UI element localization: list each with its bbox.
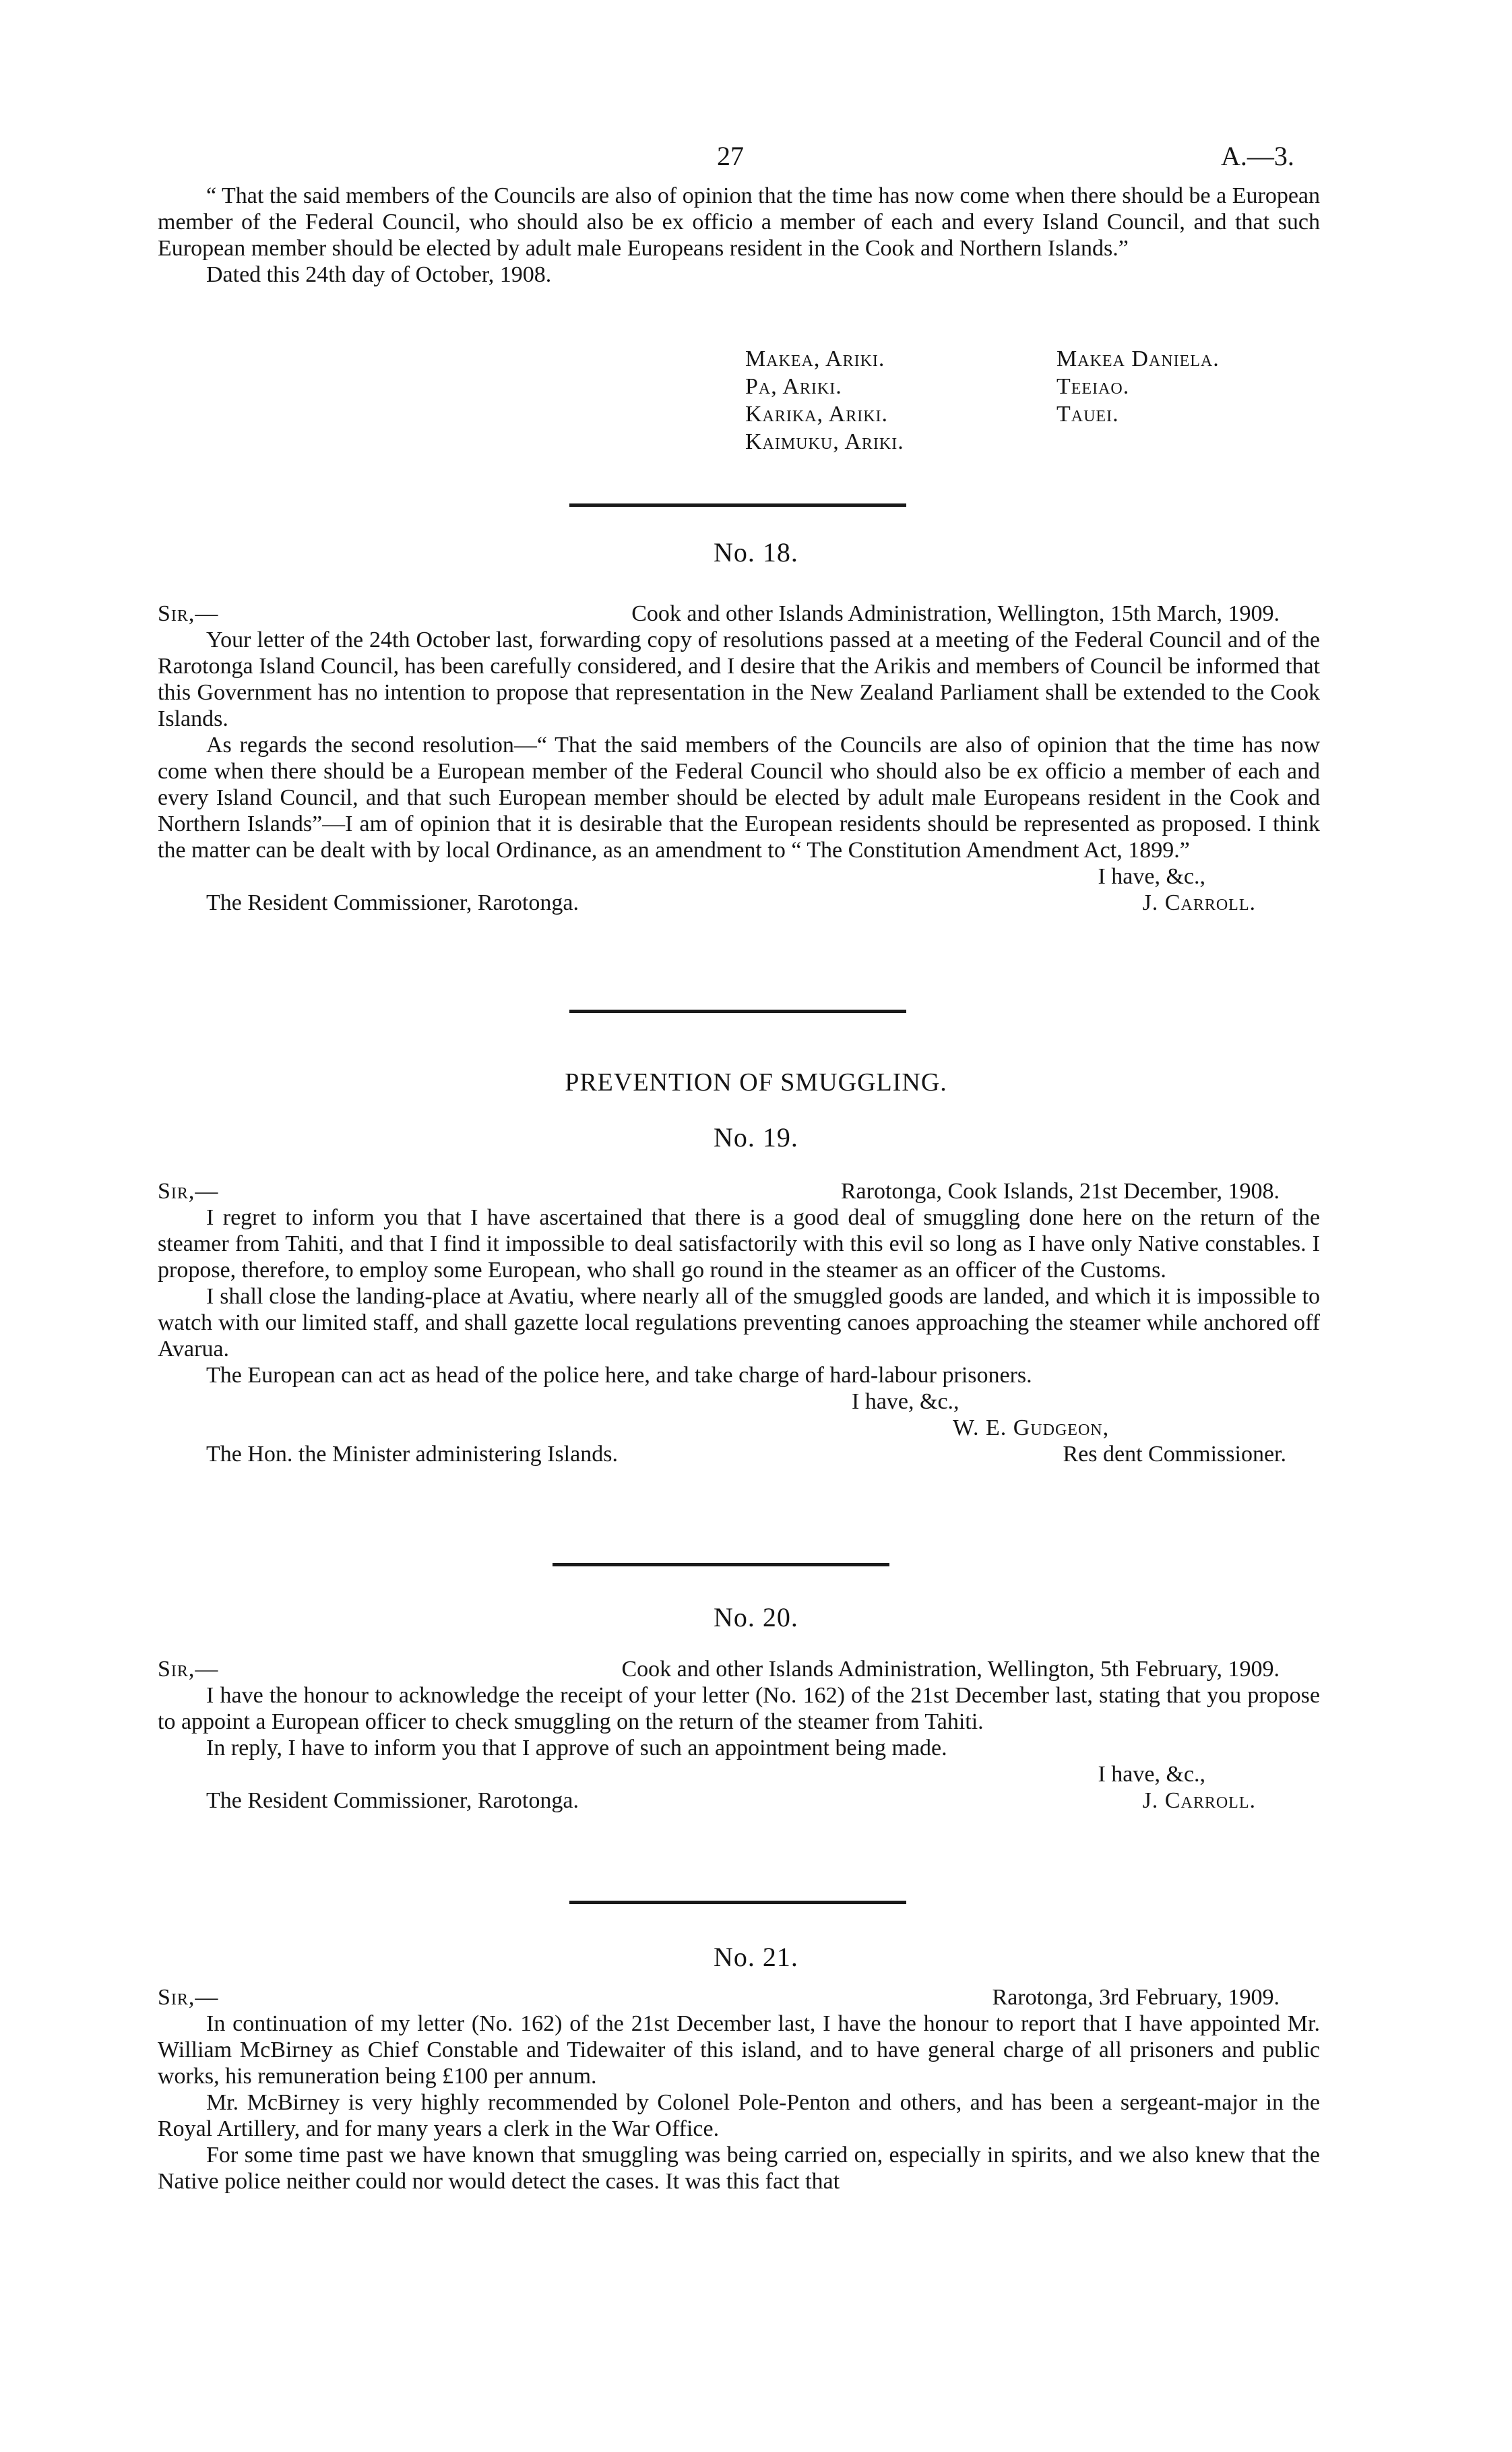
letter-heading-no20: No. 20. [714,1602,798,1632]
paper-reference: A.—3. [1221,141,1294,171]
section-divider [569,1901,906,1904]
letter-paragraph: As regards the second resolution—“ That the said members of the Councils are also of opinion that the time has now come when there should be a European member of the Federal Council who should also be ex officio a member of each and every Island Council, and that such European member should be elected by adult male Europeans resident in the Cook and Northern Islands”—I am of opinion that it is desirable that the European residents should be represented as proposed. I think the matter can be dealt with by local Ordinance, as an amendment to “ The Constitution Amendment Act, 1899.” [158,733,1320,863]
letter-paragraph: Mr. McBirney is very highly recommended by Colonel Pole-Penton and others, and has been a sergeant-major in the Royal Artillery, and for many years a clerk in the War Office. [158,2090,1320,2141]
section-divider [569,503,906,507]
signatory-title: Res dent Commissioner. [1063,1442,1286,1467]
page-number: 27 [717,141,744,171]
resolution-text: “ That the said members of the Councils are also of opinion that the time has now come when there should be a European member of the Federal Council, who should also be ex officio a member of each and every Island Council, and that such European member should be elected by adult male Europeans resident in the Cook and Northern Islands.” [158,183,1320,261]
signatory: Pa, Ariki. [745,374,842,399]
addressee: The Hon. the Minister administering Islands. [206,1442,618,1467]
signatory: Teeiao. [1057,374,1130,399]
letter-paragraph: I have the honour to acknowledge the receipt of your letter (No. 162) of the 21st December last, stating that you propose to appoint a European officer to check smuggling on the return of the steamer from Tahiti. [158,1683,1320,1734]
letter-address: Cook and other Islands Administration, Wellington, 15th March, 1909. [631,601,1280,626]
resolution-block [158,183,1320,288]
signatory: Kaimuku, Ariki. [745,429,904,454]
letter-heading-no19: No. 19. [714,1122,798,1153]
letter-paragraph: I shall close the landing-place at Avatiu, where nearly all of the smuggled goods are landed, and which it is impossible to watch with our limited staff, and shall gazette local regulations preventing canoes approaching the steamer while anchored off Avarua. [158,1284,1320,1361]
signature: J. Carroll. [1142,1788,1256,1813]
letter-address: Cook and other Islands Administration, Wellington, 5th February, 1909. [621,1657,1280,1682]
salutation: Sir,— [158,1179,219,1204]
resolution-dated: Dated this 24th day of October, 1908. [206,262,552,287]
letter-address: Rarotonga, 3rd February, 1909. [992,1985,1280,2010]
signatories-left [745,345,904,456]
letter-paragraph: In reply, I have to inform you that I approve of such an appointment being made. [206,1736,947,1760]
letter-no20 [158,1656,1320,1814]
letter-closing: I have, &c., [1098,864,1205,889]
letter-paragraph: In continuation of my letter (No. 162) of the 21st December last, I have the honour to report that I have appointed Mr. William McBirney as Chief Constable and Tidewaiter of this island, and to have general charge of all prisoners and public works, his remuneration being £100 per annum. [158,2011,1320,2089]
addressee: The Resident Commissioner, Rarotonga. [206,890,579,915]
letter-heading-no21: No. 21. [714,1942,798,1972]
salutation: Sir,— [158,1657,219,1682]
letter-paragraph: I regret to inform you that I have ascertained that there is a good deal of smuggling done here on the return of the steamer from Tahiti, and that I find it impossible to deal satisfactorily with this evil so long as I have only Native constables. I propose, therefore, to employ some European, who shall go round in the steamer as an officer of the Customs. [158,1205,1320,1283]
signatory: Karika, Ariki. [745,402,889,427]
signatory: Tauei. [1057,402,1119,427]
section-title: PREVENTION OF SMUGGLING. [565,1068,947,1097]
letter-paragraph: The European can act as head of the police here, and take charge of hard-labour prisoners. [206,1363,1032,1388]
letter-no18 [158,601,1320,916]
letter-paragraph: For some time past we have known that smuggling was being carried on, especially in spirits, and we also knew that the Native police neither could nor would detect the cases. It was this fact that [158,2143,1320,2194]
letter-closing: I have, &c., [852,1389,959,1414]
letter-paragraph: Your letter of the 24th October last, forwarding copy of resolutions passed at a meeting of the Federal Council and of the Rarotonga Island Council, has been carefully considered, and I desire that the Arikis and members of Council be informed that this Government has no intention to propose that representation in the New Zealand Parliament shall be extended to the Cook Islands. [158,627,1320,731]
signatories-right [1057,345,1220,428]
section-divider [553,1563,889,1566]
letter-no21 [158,1984,1320,2195]
letter-heading-no18: No. 18. [714,537,798,568]
letter-address: Rarotonga, Cook Islands, 21st December, 1908. [840,1179,1280,1204]
letter-closing: I have, &c., [1098,1762,1205,1787]
signature: W. E. Gudgeon, [953,1415,1110,1440]
signatory: Makea Daniela. [1057,346,1220,371]
section-divider [569,1010,906,1013]
signature: J. Carroll. [1142,890,1256,915]
salutation: Sir,— [158,601,219,626]
addressee: The Resident Commissioner, Rarotonga. [206,1788,579,1813]
salutation: Sir,— [158,1985,219,2010]
signatory: Makea, Ariki. [745,346,885,371]
letter-no19 [158,1178,1320,1467]
